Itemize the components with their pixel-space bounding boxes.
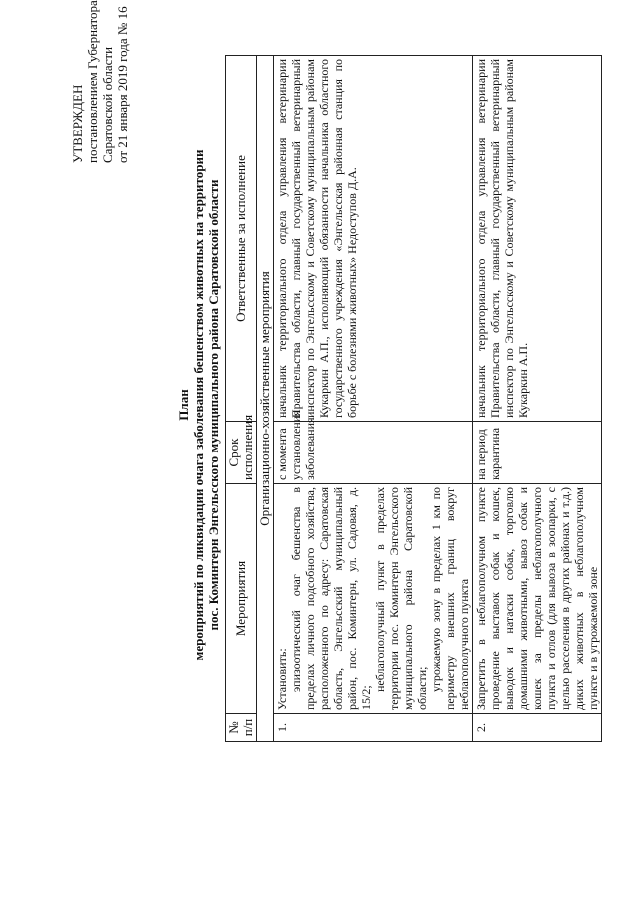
table-row [274,56,473,742]
table-row [473,56,602,742]
measure-paragraph: неблагополучный пункт в пределах территории пос. Коминтерн Энгельсского муниципального района Саратовской области; [373,487,429,710]
document-title [176,65,221,745]
header-measures: Мероприятия [226,484,257,714]
approval-line: постановлением Губернатора [85,0,100,163]
header-responsible: Ответственные за исполнение [226,56,257,422]
section-title: Организационно-хозяйственные мероприятия [257,56,274,742]
row-term: с момента установления заболевания [274,422,473,484]
title-plan: План [176,389,191,421]
row-measure: Запретить в неблагополучном пункте проведение выставок собак и кошек, выводок и натаски собак, торговлю домашними животными, вывоз собак и кошек за пределы неблагополучного пункта и отлов (для вывоза в зоопарки, с целью расселения в других районах и т.д.) диких животных в неблагополучном пункте и в угрожаемой зоне [473,484,602,714]
section-row [257,56,274,742]
measure-paragraph: угрожаемую зону в пределах 1 км по периметру внешних границ вокруг неблагополучного пункта [429,487,471,710]
approval-line: Саратовской области [100,46,115,163]
measure-paragraph: эпизоотический очаг бешенства в пределах личного подсобного хозяйства, расположенного по адресу: Саратовская область, Энгельсский муниципальный район, пос. Коминтерн, ул. Садовая, д. 15/2; [289,487,373,710]
measure-intro: Установить: [275,648,289,710]
row-number: 2. [473,714,602,742]
measures-table [225,55,602,742]
row-responsible: начальник территориального отдела управления ветеринарии Правительства области, главный государственный ветеринарный инспектор по Энгельсскому и Советскому муниципальным районам Кукаркин А.П., исполняющий обязанности начальника областного государственного учреждения «Энгельсская районная станция по борьбе с болезнями животных» Недоступов Д.А. [274,56,473,422]
row-term: на период карантина [473,422,602,484]
row-measure [274,484,473,714]
title-line: мероприятий по ликвидации очага заболевания бешенством животных на территории [191,149,206,661]
header-term: Срок исполнения [226,422,257,484]
row-responsible: начальник территориального отдела управления ветеринарии Правительства области, главный государственный ветеринарный инспектор по Энгельсскому и Советскому муниципальным районам Кукаркин А.П. [473,56,602,422]
approval-title: УТВЕРЖДЕН [70,84,85,163]
title-line: пос. Коминтерн Энгельсского муниципального района Саратовской области [206,179,221,631]
approval-stamp [70,0,130,163]
table-header-row [226,56,257,742]
row-number: 1. [274,714,473,742]
approval-date: от 21 января 2019 года № 16 [115,6,130,163]
header-num: № п/п [226,714,257,742]
